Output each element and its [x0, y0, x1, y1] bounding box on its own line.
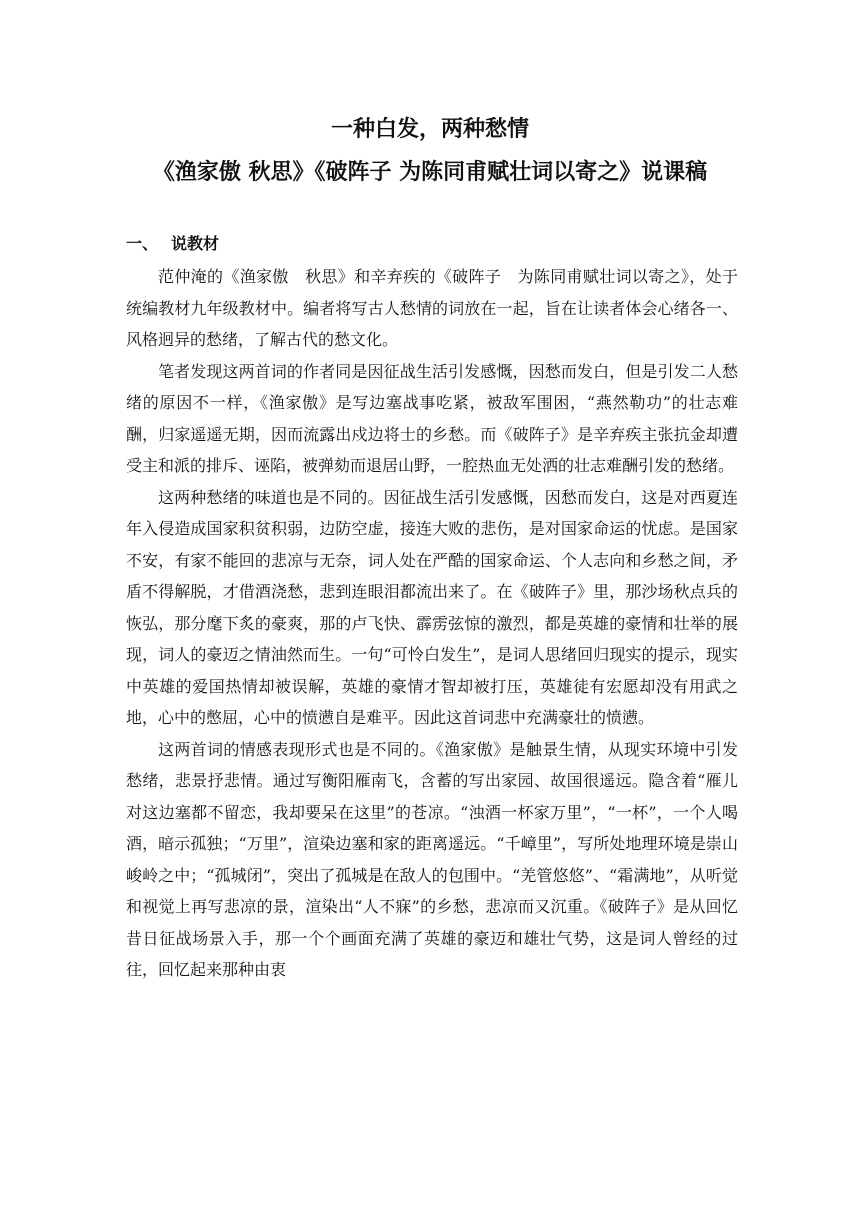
- document-body: [126, 261, 738, 986]
- paragraph: 这两种愁绪的味道也是不同的。因征战生活引发感慨，因愁而发白，这是对西夏连年入侵造成国家积贫积弱，边防空虚，接连大败的悲伤，是对国家命运的忧虑。是国家不安，有家不能回的悲凉与无奈，词人处在严酷的国家命运、个人志向和乡愁之间，矛盾不得解脱，才借酒浇愁，悲到连眼泪都流出来了。在《破阵子》里，那沙场秋点兵的恢弘，那分麾下炙的豪爽，那的卢飞快、霹雳弦惊的激烈，都是英雄的豪情和壮举的展现，词人的豪迈之情油然而生。一句“可怜白发生”，是词人思绪回归现实的提示，现实中英雄的爱国热情却被误解，英雄的豪情才智却被打压，英雄徒有宏愿却没有用武之地，心中的憋屈，心中的愤懑自是难平。因此这首词悲中充满豪壮的愤懑。: [126, 487, 738, 727]
- section-heading: [126, 232, 219, 256]
- section-title: 说教材: [171, 234, 220, 253]
- paragraph: 这两首词的情感表现形式也是不同的。《渔家傲》是触景生情，从现实环境中引发愁绪，悲景抒悲情。通过写衡阳雁南飞，含蓄的写出家园、故国很遥远。隐含着“雁儿对这边塞都不留恋，我却要呆在这里”的苍凉。“浊酒一杯家万里”，“一杯”，一个人喝酒，暗示孤独；“万里”，渲染边塞和家的距离遥远。“千嶂里”，写所处地理环境是崇山峻岭之中；“孤城闭”，突出了孤城是在敌人的包围中。“羌管悠悠”、“霜满地”，从听觉和视觉上再写悲凉的景，渲染出“人不寐”的乡愁，悲凉而又沉重。《破阵子》是从回忆昔日征战场景入手，那一个个画面充满了英雄的豪迈和雄壮气势，这是词人曾经的过往，回忆起来那种由衷: [126, 739, 738, 979]
- document-title: 一种白发，两种愁情: [330, 116, 529, 142]
- section-number: 一、: [126, 234, 159, 253]
- paragraph: 笔者发现这两首词的作者同是因征战生活引发感慨，因愁而发白，但是引发二人愁绪的原因不一样，《渔家傲》是写边塞战事吃紧，被敌军围困，“燕然勒功”的壮志难酬，归家遥遥无期，因而流露出戍边将士的乡愁。而《破阵子》是辛弃疾主张抗金却遭受主和派的排斥、诬陷，被弹劾而退居山野，一腔热血无处洒的壮志难酬引发的愁绪。: [126, 361, 738, 475]
- paragraph: 范仲淹的《渔家傲 秋思》和辛弃疾的《破阵子 为陈同甫赋壮词以寄之》，处于统编教材九年级教材中。编者将写古人愁情的词放在一起，旨在让读者体会心绪各一、风格迥异的愁绪，了解古代的愁文化。: [126, 267, 738, 349]
- document-subtitle: 《渔家傲 秋思》《破阵子 为陈同甫赋壮词以寄之》说课稿: [152, 159, 708, 185]
